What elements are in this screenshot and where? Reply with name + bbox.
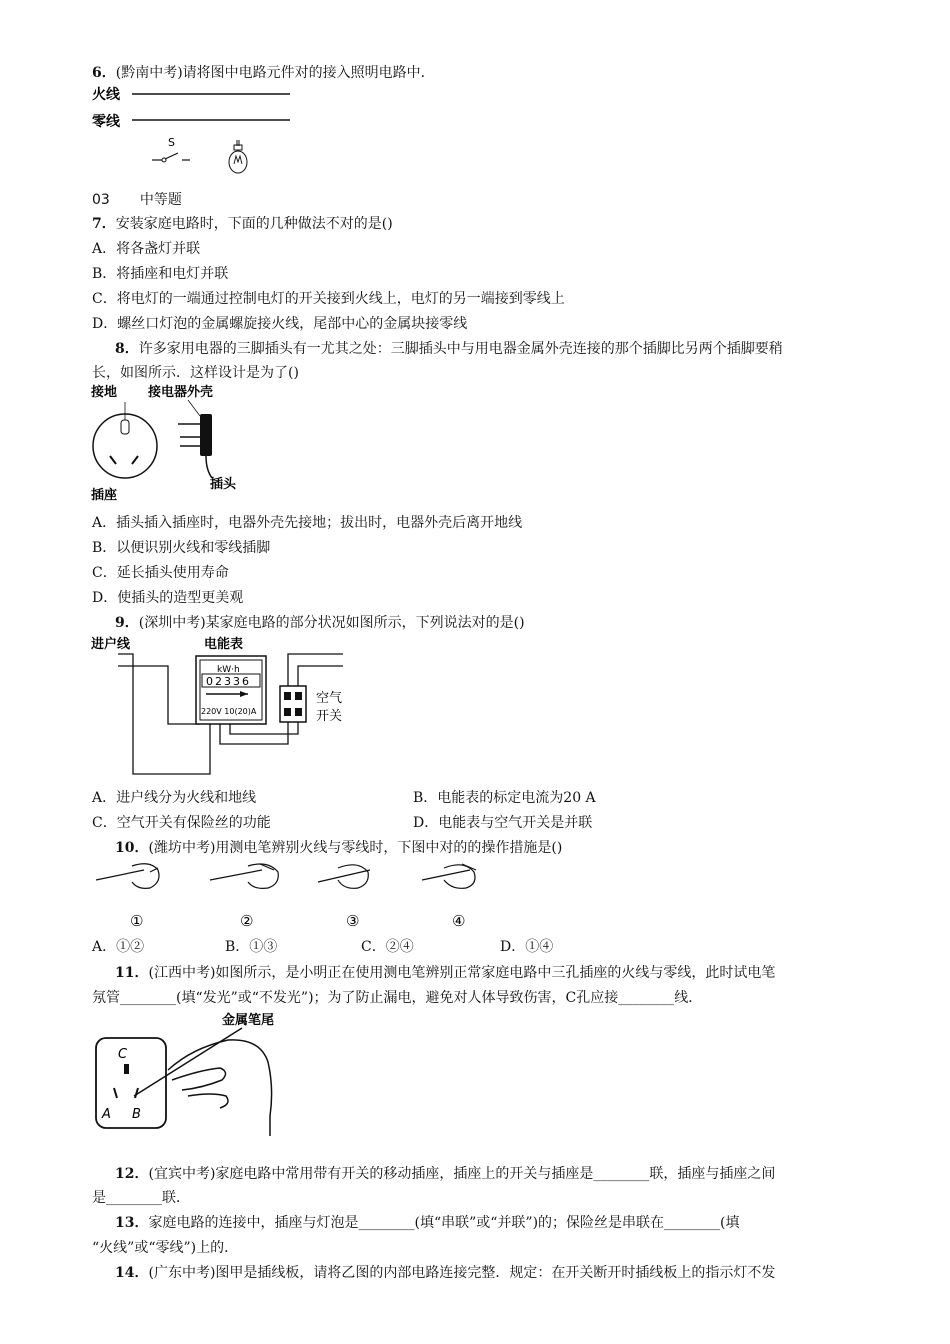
q8-stem-line2: 长，如图所示．这样设计是为了() [92, 365, 299, 381]
q11-hole-a: A [102, 1107, 111, 1122]
q6-number: 6． [92, 65, 116, 81]
q10-option-a: A．①② [92, 939, 145, 955]
q11-stem-line2: 氖管________(填“发光”或“不发光”)；为了防止漏电，避免对人体导致伤害，C孔应接________线． [92, 990, 703, 1006]
q8-socket-label: 插座 [91, 488, 118, 503]
q6-circuit-figure [90, 84, 310, 184]
air-switch-icon [280, 686, 306, 722]
q6-neutral-label: 零线 [92, 114, 120, 130]
q6-stem: 6．(黔南中考)请将图中电路元件对的接入照明电路中． [92, 65, 435, 81]
q8-plug-label: 插头 [210, 477, 237, 492]
q8-option-d: D．使插头的造型更美观 [92, 590, 244, 606]
test-pen-hand-icon-2 [210, 864, 278, 888]
q9-meter-label: 电能表 [204, 637, 244, 652]
q9-option-a: A．进户线分为火线和地线 [92, 790, 257, 806]
q9-meter-unit: kW·h [217, 665, 240, 675]
light-bulb-icon [229, 140, 247, 173]
energy-meter-icon [196, 656, 266, 724]
q9-meter-rating: 220V 10(20)A [201, 707, 257, 716]
test-pen-hand-icon-1 [96, 864, 159, 889]
q11-hole-b: B [132, 1107, 141, 1122]
q9-breaker-label-1: 空气 [316, 691, 343, 706]
q10-label-2: ② [240, 912, 254, 930]
q12-stem-line1: 12．(宜宾中考)家庭电路中常用带有开关的移动插座，插座上的开关与插座是________联，插座与插座之间 [115, 1166, 776, 1182]
hand-holding-pen-icon [134, 1028, 272, 1136]
q7-stem: 7．安装家庭电路时，下面的几种做法不对的是() [92, 216, 393, 232]
q8-option-c: C．延长插头使用寿命 [92, 565, 229, 581]
q10-label-4: ④ [452, 912, 466, 930]
q10-label-1: ① [130, 912, 144, 930]
q13-stem-line2: “火线”或“零线”)上的． [92, 1240, 239, 1256]
q10-option-b: B．①③ [225, 939, 278, 955]
q8-shell-label: 接电器外壳 [148, 385, 214, 400]
q11-tail-label: 金属笔尾 [222, 1013, 275, 1028]
q10-label-3: ③ [346, 912, 360, 930]
q8-option-b: B．以便识别火线和零线插脚 [92, 540, 271, 556]
q6-switch-label: S [168, 136, 175, 149]
q7-option-b: B．将插座和电灯并联 [92, 266, 229, 282]
q6-live-label: 火线 [92, 87, 120, 103]
section-heading: 03 中等题 [92, 192, 182, 208]
q11-socket-pen-figure [92, 1008, 292, 1138]
q8-stem-line1: 8．许多家用电器的三脚插头有一尤其之处：三脚插头中与用电器金属外壳连接的那个插脚比另两个插脚要稍 [115, 341, 783, 357]
q10-pen-figure [92, 858, 492, 933]
q9-stem: 9．(深圳中考)某家庭电路的部分状况如图所示，下列说法对的是() [115, 615, 525, 631]
test-pen-hand-icon-4 [422, 864, 476, 888]
q8-ground-label: 接地 [91, 385, 118, 400]
q11-stem-line1: 11．(江西中考)如图所示，是小明正在使用测电笔辨别正常家庭电路中三孔插座的火线与零线，此时试电笔 [115, 965, 776, 981]
socket-icon [93, 402, 157, 478]
q13-stem-line1: 13．家庭电路的连接中，插座与灯泡是________(填“串联”或“并联”)的；保险丝是串联在________(填 [115, 1215, 740, 1231]
q10-option-d: D．①④ [500, 939, 554, 955]
switch-icon [152, 153, 190, 162]
q9-meter-reading: 02336 [206, 675, 251, 688]
q9-option-b: B．电能表的标定电流为20 A [413, 790, 596, 806]
q9-breaker-label-2: 开关 [316, 709, 343, 724]
q14-stem: 14．(广东中考)图甲是插线板，请将乙图的内部电路连接完整．规定：在开关断开时插线板上的指示灯不发 [115, 1265, 776, 1281]
q9-meter-figure [88, 634, 358, 779]
q9-inlet-label: 进户线 [91, 637, 131, 652]
q10-option-c: C．②④ [361, 939, 414, 955]
q7-option-a: A．将各盏灯并联 [92, 241, 201, 257]
q8-plug-socket-figure [88, 382, 258, 502]
plug-icon [178, 400, 212, 478]
q11-hole-c: C [118, 1047, 128, 1062]
q10-stem: 10．(潍坊中考)用测电笔辨别火线与零线时，下图中对的的操作措施是() [115, 840, 563, 856]
q12-stem-line2: 是________联． [92, 1190, 190, 1206]
q9-option-d: D．电能表与空气开关是并联 [413, 815, 593, 831]
q7-option-c: C．将电灯的一端通过控制电灯的开关接到火线上，电灯的另一端接到零线上 [92, 291, 565, 307]
q9-option-c: C．空气开关有保险丝的功能 [92, 815, 271, 831]
q8-option-a: A．插头插入插座时，电器外壳先接地；拔出时，电器外壳后离开地线 [92, 515, 523, 531]
test-pen-hand-icon-3 [318, 865, 370, 889]
q7-option-d: D．螺丝口灯泡的金属螺旋接火线，尾部中心的金属块接零线 [92, 316, 468, 332]
